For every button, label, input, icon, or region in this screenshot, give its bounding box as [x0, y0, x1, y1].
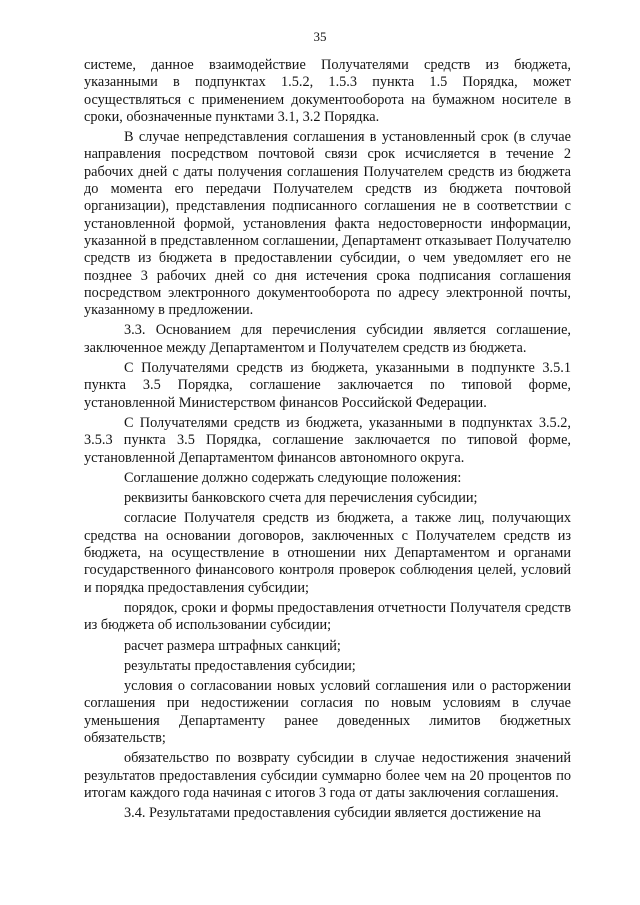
list-item-results: результаты предоставления субсидии; [124, 657, 356, 674]
paragraph-nonsubmission: В случае непредставления соглашения в установленный срок (в случае направления посредством почтовой связи срок исчисляется в течение 2 рабочих дней с даты получения соглашения Получателем средств из бюджета до момента его передачи Получателем средств из бюджета почтовой организации), представления подписанного соглашения не в соответствии с установленной формой, установления факта недостоверности информации, указанной в представленном соглашении, Департамент отказывает Получателю средств из бюджета в предоставлении субсидии, о чем уведомляет его не позднее 3 рабочих дней со дня истечения срока подписания соглашения посредством электронного документооборота по адресу электронной почты, указанному в предложении. [84, 129, 571, 319]
list-item-consent: согласие Получателя средств из бюджета, а также лиц, получающих средства на основании договоров, заключенных с Получателем средств из бюджета, на осуществление в отношении них Департаментом и органами государственного финансового контроля проверок соблюдения целей, условий и порядка предоставления субсидии; [84, 510, 571, 596]
list-item-refund-obligation: обязательство по возврату субсидии в случае недостижения значений результатов предоставления субсидии суммарно более чем на 20 процентов по итогам каждого года начиная с итогов 3 года от даты заключения соглашения. [84, 750, 571, 801]
document-body [84, 57, 571, 825]
paragraph-typical-form-minfin: С Получателями средств из бюджета, указанными в подпункте 3.5.1 пункта 3.5 Порядка, соглашение заключается по типовой форме, установленной Министерством финансов Российской Федерации. [84, 360, 571, 411]
list-item-bank-details: реквизиты банковского счета для перечисления субсидии; [124, 490, 478, 507]
paragraph-typical-form-depfin: С Получателями средств из бюджета, указанными в подпунктах 3.5.2, 3.5.3 пункта 3.5 Порядка, соглашение заключается по типовой форме, установленной Департаментом финансов автономного округа. [84, 414, 571, 466]
paragraph-3-3: 3.3. Основанием для перечисления субсидии является соглашение, заключенное между Департаментом и Получателем средств из бюджета. [84, 322, 571, 356]
paragraph-continuation: системе, данное взаимодействие Получателями средств из бюджета, указанными в подпунктах 1.5.2, 1.5.3 пункта 1.5 Порядка, может осуществляться с применением документооборота на бумажном носителе в сроки, обозначенные пунктами 3.1, 3.2 Порядка. [84, 57, 571, 125]
page-number: 35 [313, 29, 327, 44]
list-item-new-conditions: условия о согласовании новых условий соглашения или о расторжении соглашения при недостижении согласия по новым условиям в случае уменьшения Департаменту ранее доведенных лимитов бюджетных обязательств; [84, 678, 571, 746]
paragraph-3-4: 3.4. Результатами предоставления субсидии является достижение на [124, 805, 541, 822]
list-item-penalties: расчет размера штрафных санкций; [124, 637, 341, 654]
paragraph-agreement-provisions: Соглашение должно содержать следующие положения: [124, 469, 462, 486]
list-item-reporting: порядок, сроки и формы предоставления отчетности Получателя средств из бюджета об использовании субсидии; [84, 599, 571, 634]
